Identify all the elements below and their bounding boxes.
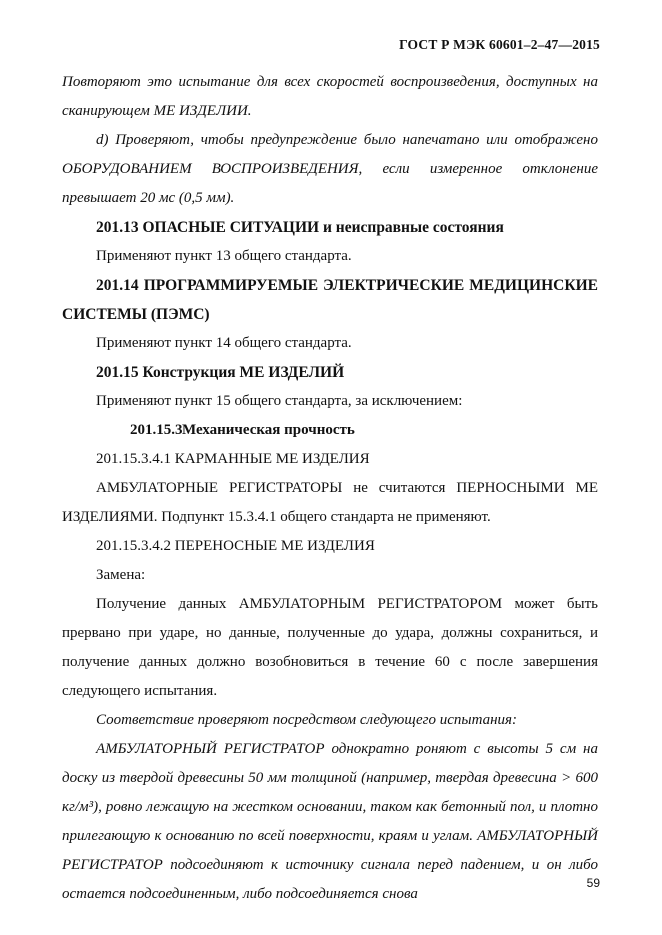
paragraph-drop-test: АМБУЛАТОРНЫЙ РЕГИСТРАТОР однократно роняют с высоты 5 см на доску из твердой древесины 50 мм толщиной (например, твердая древесина > 600 кг/м³), ровно лежащую на жестком основании, таком как бетонный пол, и плотно прилегающую к основанию по всей поверхности, краям и углам. АМБУЛАТОРНЫЙ РЕГИСТРАТОР подсоединяют к источнику сигнала перед падением, и он либо остается подсоединенным, либо подсоединяется снова [62,741,598,902]
heading-201-15: 201.15 Конструкция МЕ ИЗДЕЛИЙ [96,364,345,381]
heading-201-15-3 [62,416,598,445]
section-number: 201.15.3 [130,422,183,438]
subsection-201-15-3-4-2: 201.15.3.4.2 ПЕРЕНОСНЫЕ МЕ ИЗДЕЛИЯ [96,538,375,554]
paragraph-replacement: Замена: [96,567,146,583]
paragraph-compliance: Соответствие проверяют посредством следующего испытания: [96,712,518,728]
paragraph-ambulatory-not-portable: АМБУЛАТОРНЫЕ РЕГИСТРАТОРЫ не считаются ПЕРНОСНЫМИ МЕ ИЗДЕЛИЯМИ. Подпункт 15.3.4.1 общего стандарта не применяют. [62,480,598,525]
page-number: 59 [586,876,600,890]
heading-201-13: 201.13 ОПАСНЫЕ СИТУАЦИИ и неисправные состояния [96,219,504,236]
heading-201-14: 201.14 ПРОГРАММИРУЕМЫЕ ЭЛЕКТРИЧЕСКИЕ МЕДИЦИНСКИЕ СИСТЕМЫ (ПЭМС) [62,277,598,323]
paragraph-apply-14: Применяют пункт 14 общего стандарта. [96,335,352,351]
paragraph-data-acquisition: Получение данных АМБУЛАТОРНЫМ РЕГИСТРАТОРОМ может быть прервано при ударе, но данные, полученные до удара, должны сохраниться, и получение данных должно возобновиться в течение 60 с после завершения следующего испытания. [62,596,598,699]
paragraph-check-warning: d) Проверяют, чтобы предупреждение было напечатано или отображено ОБОРУДОВАНИЕМ ВОСПРОИЗВЕДЕНИЯ, если измеренное отклонение превышает 20 мс (0,5 мм). [62,132,598,206]
paragraph-apply-15: Применяют пункт 15 общего стандарта, за исключением: [96,393,463,409]
document-body [62,68,598,909]
subsection-201-15-3-4-1: 201.15.3.4.1 КАРМАННЫЕ МЕ ИЗДЕЛИЯ [96,451,370,467]
paragraph-repeat-test: Повторяют это испытание для всех скоростей воспроизведения, доступных на сканирующем МЕ ИЗДЕЛИИ. [62,74,598,119]
section-title: Механическая прочность [182,422,355,438]
standard-header: ГОСТ Р МЭК 60601–2–47—2015 [399,37,600,52]
paragraph-apply-13: Применяют пункт 13 общего стандарта. [96,248,352,264]
